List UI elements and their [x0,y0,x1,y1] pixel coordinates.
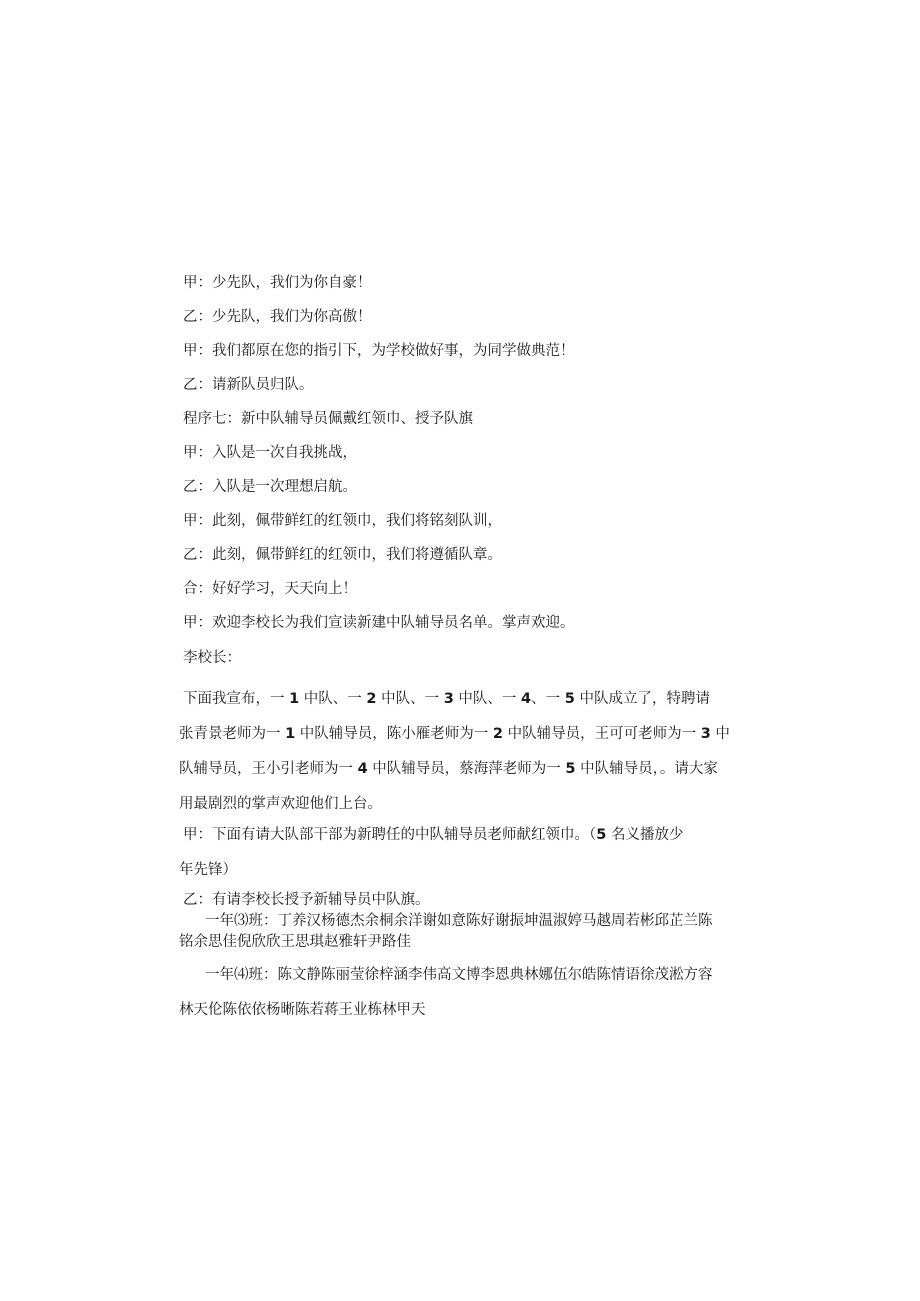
text-run: 、一 [531,691,565,707]
text-run: 甲：下面有请大队部干部为新聘任的中队辅导员老师献红领巾。（ [183,827,597,843]
class-3-roster [179,911,713,953]
class-3-roster-line: 铭余思佳倪欣欣王思琪赵雅轩尹路佳 [179,934,411,950]
dialogue-line: 甲：欢迎李校长为我们宣读新建中队辅导员名单。掌声欢迎。 [183,615,575,631]
text-run: 中队辅导员，陈小雁老师为一 [295,726,493,742]
dialogue-line: 甲：入队是一次自我挑战， [183,445,357,461]
squadron-number: 2 [492,726,504,742]
squadron-number: 3 [443,691,454,707]
text-run: 中队辅导员，蔡海萍老师为一 [367,761,566,777]
red-scarf-line: 年先锋） [179,862,237,878]
announcement-paragraph [179,682,730,822]
squadron-number: 4 [521,691,532,707]
text-run: 中队成立了，特聘请 [574,691,710,707]
red-scarf-line [183,818,695,853]
dialogue-line: 乙：少先队，我们为你高傲！ [183,309,372,325]
text-run: 中队、一 [376,691,444,707]
program-heading: 程序七：新中队辅导员佩戴红领巾、授予队旗 [183,411,473,427]
text-run: 张青景老师为一 [179,726,286,742]
dialogue-line: 甲：少先队，我们为你自豪！ [183,275,372,291]
class-3-roster-line: 一年⑶班：丁养汉杨德杰余桐余洋谢如意陈好谢振坤温淑婷马越周若彬邱芷兰陈 [205,913,713,929]
squadron-number: 2 [366,691,377,707]
squadron-number: 3 [700,726,711,742]
text-run: 下面我宣布，一 [183,691,290,707]
announcement-line [179,752,718,787]
dialogue-line: 甲：此刻，佩带鲜红的红领巾，我们将铭刻队训， [183,513,502,529]
dialogue-line: 甲：我们都原在您的指引下，为学校做好事，为同学做典范！ [183,343,575,359]
squadron-number: 1 [285,726,296,742]
announcement-line: 用最剧烈的掌声欢迎他们上台。 [179,796,382,812]
text-run: 中队、一 [299,691,367,707]
squadron-number: 5 [565,761,576,777]
class-4-roster-line: 林天伦陈依依杨晰陈若蒋王业栋林甲天 [179,1002,426,1018]
text-run: 中队辅导员，。请大家 [575,761,718,777]
dialogue-line: 乙：请新队员归队。 [183,377,314,393]
squadron-number: 5 [564,691,575,707]
announcement-line [179,717,730,752]
text-run: 中 [710,726,730,742]
class-4-roster-line: 一年⑷班：陈文静陈丽莹徐梓涵李伟高文博李恩典林娜伍尔皓陈情语徐茂淞方容 [205,967,713,983]
text-run: 中队、一 [453,691,522,707]
squadron-number: 1 [289,691,300,707]
dialogue-line: 乙：此刻，佩带鲜红的红领巾，我们将遵循队章。 [183,547,502,563]
announcement-line [183,682,710,717]
text-run: 名义播放少 [606,827,684,843]
dialogue-line: 合：好好学习，天天向上！ [183,581,357,597]
squadron-number: 4 [357,761,368,777]
dialogue-line: 乙：入队是一次理想启航。 [183,479,357,495]
member-count: 5 [596,827,607,843]
text-run: 队辅导员，王小引老师为一 [179,761,358,777]
red-scarf-paragraph [179,818,695,888]
flag-line: 乙：有请李校长授予新辅导员中队旗。 [183,892,430,908]
class-4-roster [179,958,713,1028]
text-run: 中队辅导员，王可可老师为一 [503,726,701,742]
speaker-label: 李校长： [183,650,241,666]
